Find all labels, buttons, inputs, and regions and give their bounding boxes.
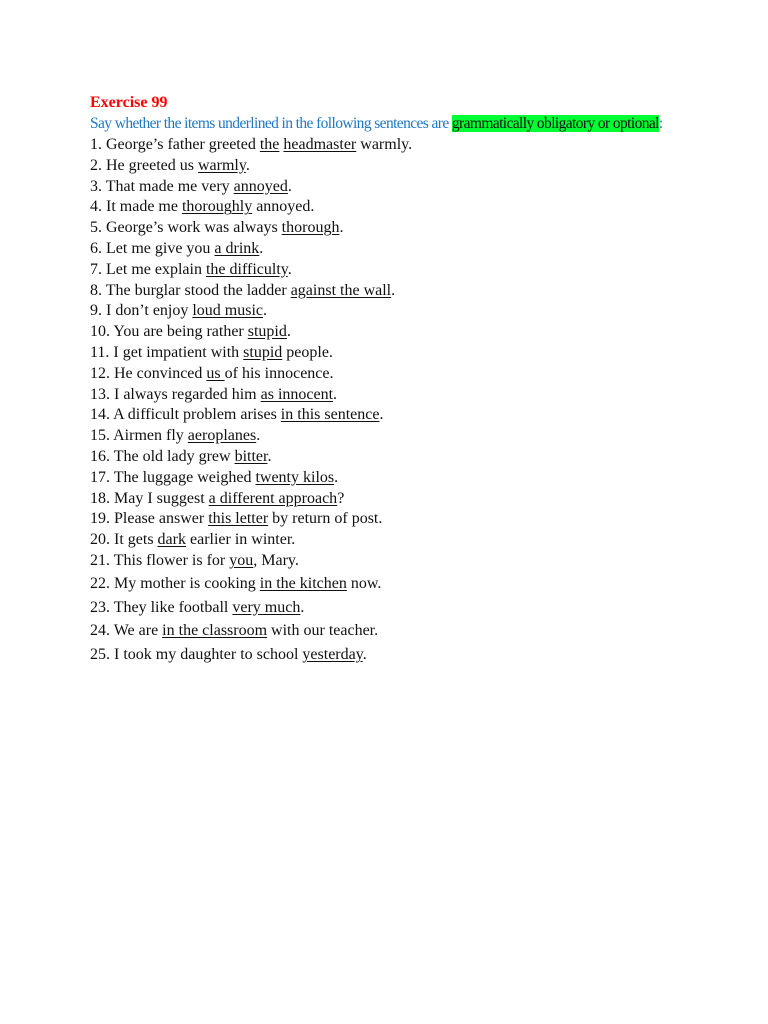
underlined-item: in this sentence [280, 406, 380, 424]
sentence-text: That made me very [105, 177, 234, 195]
sentence-number: 1. [90, 136, 102, 153]
sentence-text: by return of post. [268, 510, 383, 528]
underlined-item: in the kitchen [259, 574, 347, 592]
sentence-text: . [334, 468, 339, 486]
instruction-colon: : [658, 115, 663, 132]
underlined-item: headmaster [283, 136, 357, 153]
underlined-item: in the classroom [162, 622, 268, 640]
sentence-text: I always regarded him [114, 385, 261, 403]
sentence-item [90, 301, 690, 322]
sentence-number: 20. [90, 531, 110, 549]
sentence-number: 10. [90, 323, 110, 341]
sentence-number: 21. [90, 551, 110, 569]
sentence-item [90, 385, 690, 406]
sentence-text: My mother is cooking [114, 574, 260, 592]
sentence-text: . [267, 447, 272, 465]
sentence-item [90, 135, 690, 156]
sentence-item [90, 364, 690, 385]
sentence-number: 3. [90, 177, 102, 195]
sentence-number: 22. [90, 574, 110, 592]
sentence-text: ? [337, 489, 345, 507]
sentence-number: 11. [90, 343, 110, 361]
sentence-text: This flower is for [113, 551, 230, 569]
underlined-item: as innocent [260, 385, 334, 403]
instruction-highlight: grammatically obligatory or optional [451, 115, 659, 132]
sentence-item [90, 468, 690, 489]
underlined-item: a different approach [208, 489, 338, 507]
sentence-text: with our teacher. [267, 622, 379, 640]
underlined-item: against the wall [290, 281, 392, 299]
sentence-item [90, 447, 690, 468]
sentence-text: They like football [113, 598, 233, 616]
exercise-instruction [90, 114, 690, 134]
sentence-item [90, 177, 690, 198]
sentence-number: 25. [90, 646, 110, 664]
sentence-text: George’s father greeted [106, 136, 260, 153]
sentence-number: 5. [90, 219, 102, 237]
sentence-number: 7. [90, 260, 102, 278]
sentence-number: 14. [90, 406, 110, 424]
sentence-text: earlier in winter. [185, 531, 296, 549]
sentence-number: 6. [90, 239, 102, 257]
sentence-text: Let me give you [106, 239, 215, 257]
sentence-item [90, 239, 690, 260]
sentence-text: . [263, 302, 268, 320]
sentence-text: , Mary. [253, 551, 299, 569]
sentence-item [90, 218, 690, 239]
sentence-number: 23. [90, 598, 110, 616]
sentence-item [90, 643, 690, 667]
sentence-text: . [379, 406, 384, 424]
sentence-text: . [333, 385, 338, 403]
sentence-number: 18. [90, 489, 110, 507]
sentence-item [90, 551, 690, 572]
sentence-number: 15. [90, 427, 110, 445]
instruction-text: Say whether the items underlined in the following sentences are [90, 115, 452, 132]
sentence-item [90, 572, 690, 596]
sentence-text: I don’t enjoy [106, 302, 193, 320]
sentence-text: . [287, 177, 292, 195]
sentence-text: . [391, 281, 396, 299]
sentence-item [90, 281, 690, 302]
sentence-text: warmly. [356, 136, 413, 153]
underlined-item: thorough [281, 219, 340, 237]
sentence-text: people. [282, 343, 333, 361]
sentence-text: . [256, 427, 261, 445]
sentence-item [90, 509, 690, 530]
sentence-item [90, 197, 690, 218]
sentence-text: . [339, 219, 344, 237]
sentence-text: annoyed. [252, 198, 315, 216]
sentence-text: May I suggest [114, 489, 209, 507]
sentence-text: . [286, 323, 291, 341]
underlined-item: dark [157, 531, 186, 549]
sentence-text: . [300, 598, 305, 616]
sentence-list [90, 135, 690, 667]
sentence-item [90, 156, 690, 177]
underlined-item: the difficulty [205, 260, 288, 278]
sentence-text: . [287, 260, 292, 278]
sentence-number: 8. [90, 281, 102, 299]
underlined-item: us [206, 364, 225, 382]
sentence-item [90, 322, 690, 343]
sentence-number: 9. [90, 302, 102, 320]
sentence-text: You are being rather [113, 323, 248, 341]
underlined-item: aeroplanes [187, 427, 257, 445]
sentence-text: He convinced [114, 364, 207, 382]
sentence-number: 19. [90, 510, 110, 528]
sentence-item [90, 619, 690, 643]
sentence-text: He greeted us [106, 156, 198, 174]
sentence-item [90, 596, 690, 620]
sentence-item [90, 426, 690, 447]
underlined-item: the [259, 136, 280, 153]
underlined-item: stupid [247, 323, 287, 341]
sentence-text: I took my daughter to school [114, 646, 303, 664]
sentence-text: . [245, 156, 250, 174]
sentence-text: I get impatient with [113, 343, 244, 361]
sentence-number: 13. [90, 385, 110, 403]
sentence-text: We are [113, 622, 163, 640]
sentence-text: now. [346, 574, 382, 592]
underlined-item: stupid [243, 343, 283, 361]
sentence-text: Please answer [114, 510, 209, 528]
sentence-text: . [259, 239, 264, 257]
sentence-item [90, 405, 690, 426]
underlined-item: thoroughly [181, 198, 253, 216]
sentence-text: . [362, 646, 367, 664]
sentence-number: 16. [90, 447, 110, 465]
exercise-title: Exercise 99 [90, 94, 168, 111]
sentence-text: The burglar stood the ladder [105, 281, 291, 299]
document-page [90, 92, 690, 667]
sentence-number: 12. [90, 364, 110, 382]
underlined-item: this letter [208, 510, 269, 528]
sentence-text: The luggage weighed [113, 468, 256, 486]
sentence-item [90, 260, 690, 281]
sentence-text: Let me explain [106, 260, 206, 278]
sentence-text: The old lady grew [113, 447, 235, 465]
sentence-number: 2. [90, 156, 102, 174]
sentence-number: 17. [90, 468, 110, 486]
sentence-number: 24. [90, 622, 110, 640]
underlined-item: warmly [197, 156, 246, 174]
sentence-item [90, 343, 690, 364]
sentence-text: of his innocence. [224, 364, 334, 382]
underlined-item: bitter [234, 447, 268, 465]
underlined-item: very much [232, 598, 301, 616]
sentence-text: George’s work was always [106, 219, 282, 237]
sentence-number: 4. [90, 198, 102, 216]
sentence-text: It gets [114, 531, 158, 549]
sentence-item [90, 530, 690, 551]
underlined-item: annoyed [233, 177, 288, 195]
sentence-text: Airmen fly [113, 427, 188, 445]
underlined-item: a drink [214, 239, 260, 257]
underlined-item: twenty kilos [255, 468, 335, 486]
underlined-item: you [229, 551, 254, 569]
sentence-text: A difficult problem arises [113, 406, 281, 424]
sentence-text: It made me [106, 198, 182, 216]
underlined-item: loud music [192, 302, 264, 320]
underlined-item: yesterday [302, 646, 363, 664]
sentence-item [90, 489, 690, 510]
